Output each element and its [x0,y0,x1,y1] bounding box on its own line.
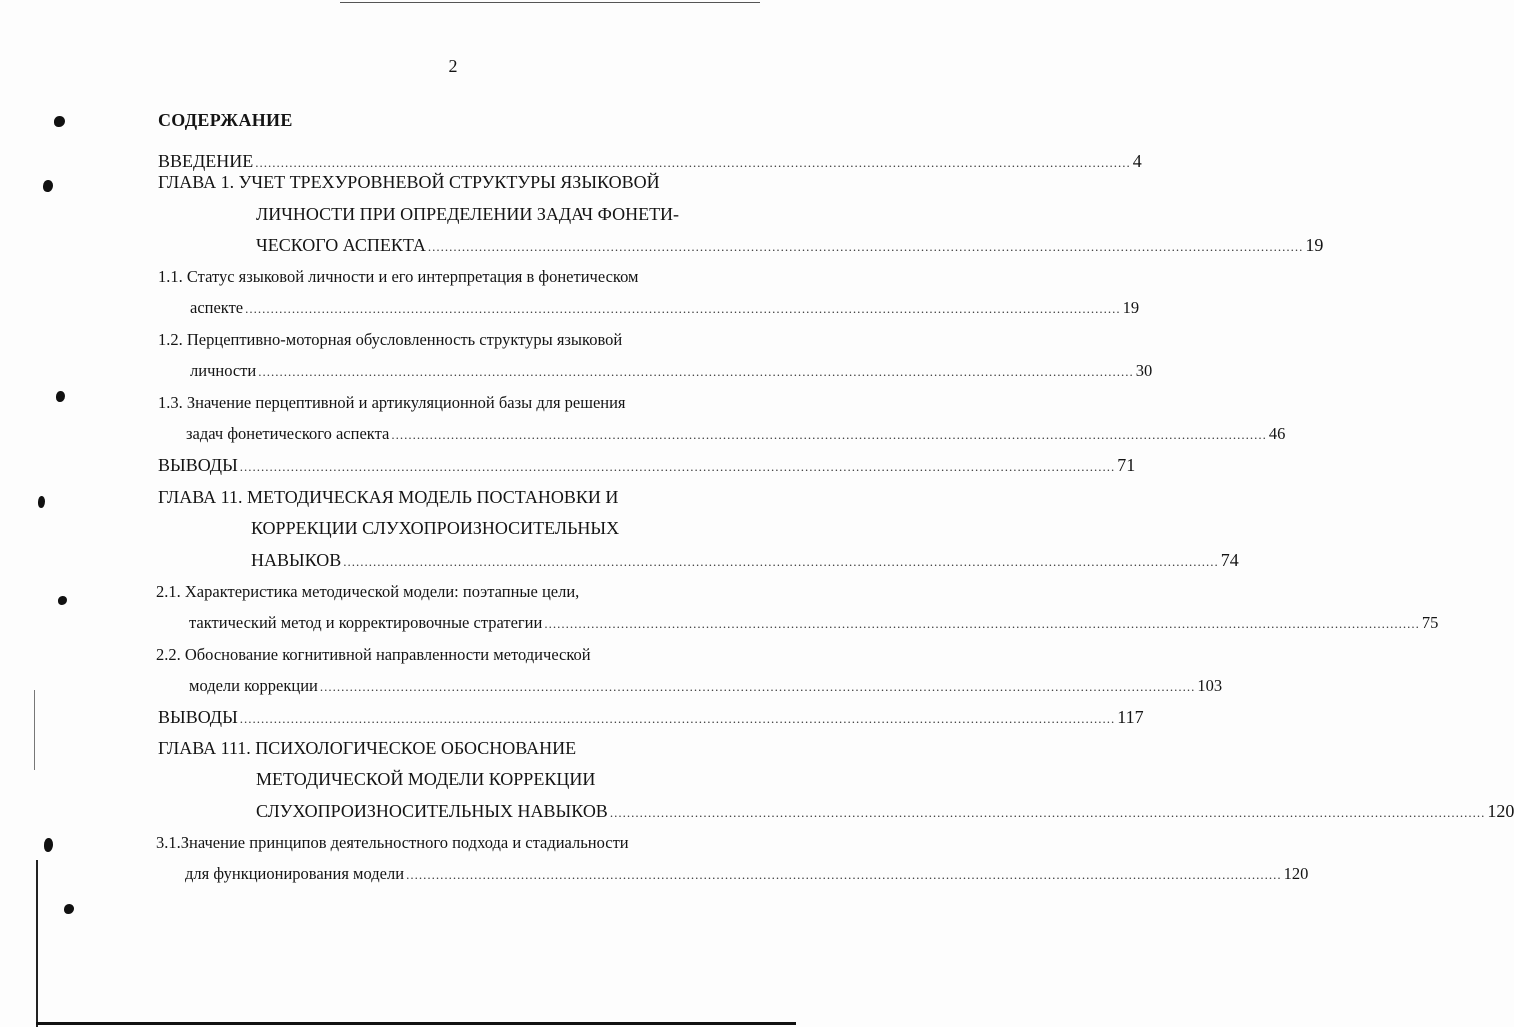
toc-entry-title: личности [190,361,257,380]
dot-leader: .............................................................................................................................................................................................................. [319,679,1196,694]
toc-entry-title: НАВЫКОВ [251,550,342,570]
dot-leader: .............................................................................................................................................................................................................. [258,364,1134,379]
dot-leader: .............................................................................................................................................................................................................. [245,301,1121,316]
toc-chapter-3-line-3 [256,799,1514,823]
toc-chapter-1-line-1[interactable] [158,170,660,194]
toc-chapter-1-line-2 [256,202,679,226]
toc-entry-title: ГЛАВА 1. УЧЕТ ТРЕХУРОВНЕВОЙ СТРУКТУРЫ ЯЗЫКОВОЙ [158,172,660,192]
toc-entry-title: 3.1.Значение принципов деятельностного подхода и стадиальности [156,833,629,852]
scan-blot [64,904,74,914]
dot-leader: .............................................................................................................................................................................................................. [427,239,1304,254]
toc-page-number: 19 [1305,235,1324,255]
scan-blot [56,391,65,402]
toc-chapter-3-line-2 [256,767,595,791]
toc-chapter-2-line-1[interactable] [158,485,618,509]
toc-section-3-1-line-2 [185,862,1309,886]
toc-entry-title: 1.2. Перцептивно-моторная обусловленность структуры языковой [158,330,623,349]
scan-blot [43,180,53,192]
dot-leader: .............................................................................................................................................................................................................. [255,155,1131,170]
scan-blot [54,116,65,127]
toc-section-1-2-line-2 [190,359,1153,383]
page-number: 2 [448,56,458,76]
toc-page-number: 30 [1135,361,1153,380]
toc-section-2-2-line-2 [189,674,1223,698]
dot-leader: .............................................................................................................................................................................................................. [544,616,1420,631]
scan-edge-line [36,1022,796,1025]
toc-entry-conclusions-1[interactable] [158,453,1136,477]
scan-blot [58,596,67,605]
toc-page-number: 117 [1117,707,1144,727]
scan-edge-line [34,690,35,770]
toc-section-2-1-line-2 [189,611,1439,635]
toc-entry-title: тактический метод и корректировочные стратегии [189,613,543,632]
toc-section-1-1-line-2 [190,296,1140,320]
toc-entry-title: СЛУХОПРОИЗНОСИТЕЛЬНЫХ НАВЫКОВ [256,801,608,821]
toc-entry-title: КОРРЕКЦИИ СЛУХОПРОИЗНОСИТЕЛЬНЫХ [251,518,620,538]
dot-leader: .............................................................................................................................................................................................................. [239,711,1116,726]
toc-page-number: 103 [1197,676,1223,695]
toc-chapter-1-line-3 [256,233,1324,257]
toc-entry-title: 1.1. Статус языковой личности и его интерпретация в фонетическом [158,267,639,286]
toc-section-2-2-line-1[interactable] [156,643,591,667]
toc-chapter-2-line-3 [251,548,1239,572]
toc-chapter-3-line-1[interactable] [158,736,576,760]
toc-entry-title: аспекте [190,298,244,317]
toc-section-1-2-line-1[interactable] [158,328,622,352]
toc-section-1-1-line-1[interactable] [158,265,638,289]
toc-chapter-2-line-2 [251,516,619,540]
toc-entry-title: ВЫВОДЫ [158,707,238,727]
toc-entry-title: 2.1. Характеристика методической модели: поэтапные цели, [156,582,580,601]
dot-leader: .............................................................................................................................................................................................................. [609,805,1486,820]
toc-page-number: 71 [1117,455,1136,475]
toc-section-1-3-line-1[interactable] [158,391,626,415]
toc-page-number: 4 [1132,151,1142,171]
toc-entry-title: модели коррекции [189,676,318,695]
toc-entry-title: 1.3. Значение перцептивной и артикуляционной базы для решения [158,393,626,412]
toc-entry-title: для функционирования модели [185,864,405,883]
toc-entry-title: ГЛАВА 11. МЕТОДИЧЕСКАЯ МОДЕЛЬ ПОСТАНОВКИ И [158,487,619,507]
dot-leader: .............................................................................................................................................................................................................. [343,554,1219,569]
toc-page-number: 120 [1283,864,1309,883]
toc-entry-title: задач фонетического аспекта [186,424,390,443]
page-title: СОДЕРЖАНИЕ [158,110,293,130]
toc-page-number: 75 [1421,613,1439,632]
toc-entry-title: МЕТОДИЧЕСКОЙ МОДЕЛИ КОРРЕКЦИИ [256,769,596,789]
toc-entry-title: ЛИЧНОСТИ ПРИ ОПРЕДЕЛЕНИИ ЗАДАЧ ФОНЕТИ- [256,204,680,224]
toc-entry-title: 2.2. Обоснование когнитивной направленности методической [156,645,591,664]
scan-edge-line [36,860,38,1027]
toc-section-1-3-line-2 [186,422,1286,446]
toc-entry-conclusions-2[interactable] [158,705,1144,729]
toc-page-number: 120 [1487,801,1514,821]
toc-page-number: 46 [1268,424,1286,443]
toc-entry-title: ЧЕСКОГО АСПЕКТА [256,235,426,255]
toc-entry-title: ВЫВОДЫ [158,455,238,475]
toc-section-3-1-line-1[interactable] [156,831,629,855]
scan-edge-line [340,2,760,3]
toc-page-number: 19 [1122,298,1140,317]
scan-blot [44,838,53,852]
toc-section-2-1-line-1[interactable] [156,580,579,604]
dot-leader: .............................................................................................................................................................................................................. [406,867,1282,882]
dot-leader: .............................................................................................................................................................................................................. [391,427,1267,442]
toc-entry-title: ВВЕДЕНИЕ [158,151,254,171]
dot-leader: .............................................................................................................................................................................................................. [239,459,1116,474]
scan-blot [38,496,45,508]
toc-entry-title: ГЛАВА 111. ПСИХОЛОГИЧЕСКОЕ ОБОСНОВАНИЕ [158,738,577,758]
toc-page-number: 74 [1220,550,1239,570]
